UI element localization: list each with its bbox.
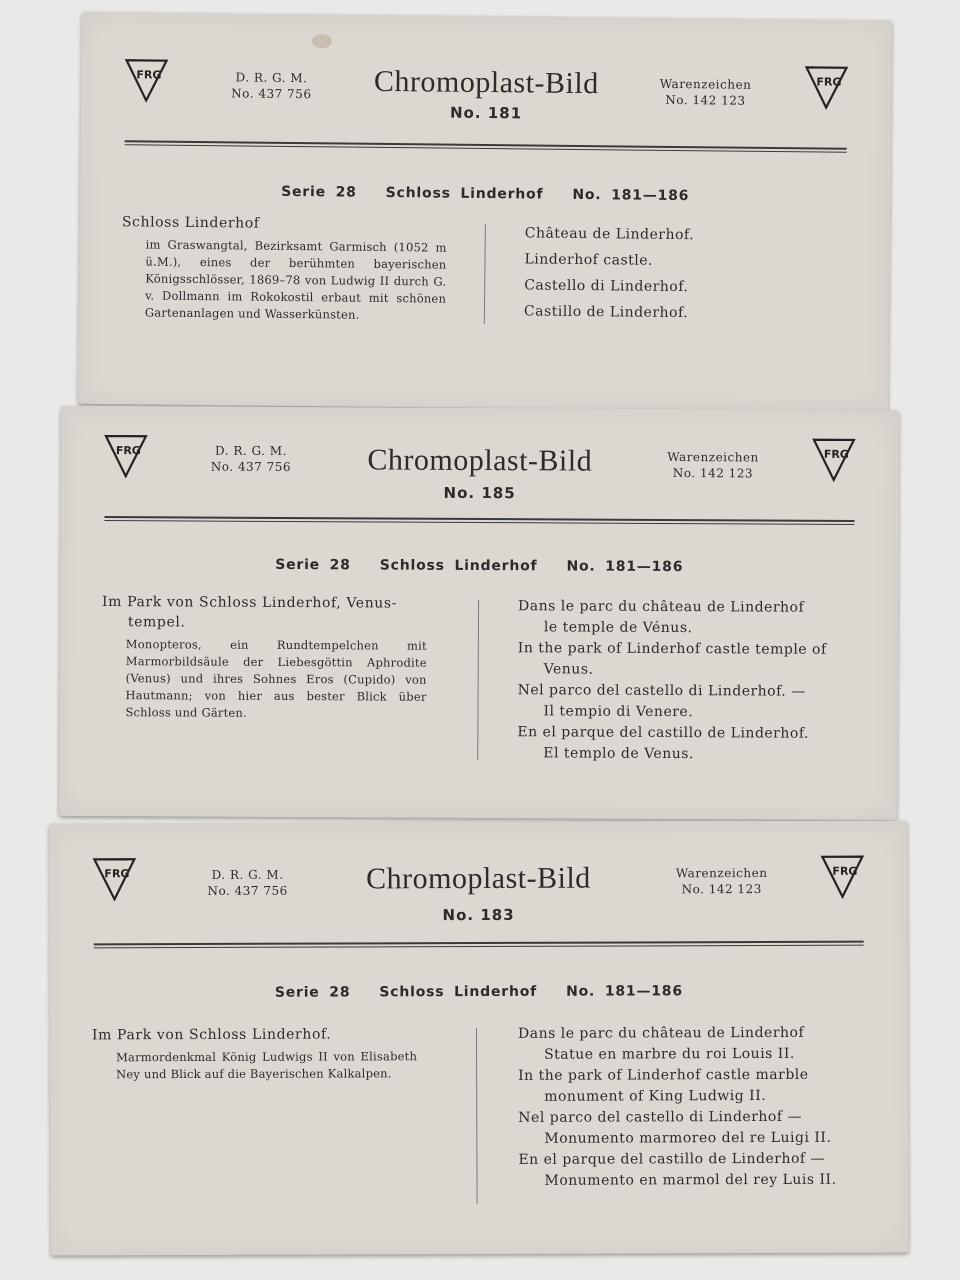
translation-line: Monumento marmoreo del re Luigi II. bbox=[544, 1129, 832, 1147]
column-divider bbox=[477, 600, 479, 760]
translations bbox=[518, 1023, 869, 1192]
card-title: Chromoplast-Bild bbox=[367, 443, 593, 478]
card-number: No. 185 bbox=[443, 483, 516, 503]
translation-line: Nel parco del castello di Linderhof — bbox=[518, 1108, 802, 1126]
translation-line: Dans le parc du château de Linderhof bbox=[517, 1024, 805, 1042]
translation-line: Castello di Linderhof. bbox=[524, 277, 689, 296]
series-line: Serie 28 Schloss Linderhof No. 181—186 bbox=[274, 983, 683, 1001]
german-text bbox=[101, 592, 427, 723]
column-divider bbox=[484, 224, 486, 324]
card-no-183 bbox=[49, 821, 909, 1256]
german-description: im Graswangtal, Bezirksamt Garmisch (1052 m ü.M.), eines der berühmten bayerischen Königsschlösser, 1869–78 von Ludwig II durch G. v. Dollmann im Rokokostil erbaut mit schönen Gartenanlagen und Wasserkünsten. bbox=[144, 237, 447, 322]
translation-line: El templo de Venus. bbox=[543, 745, 694, 763]
translation-line: Dans le parc du château de Linderhof bbox=[517, 598, 805, 616]
translation-line: Venus. bbox=[543, 661, 594, 678]
translations bbox=[524, 220, 850, 327]
svg-text:FRG: FRG bbox=[816, 75, 842, 89]
svg-text:FRG: FRG bbox=[823, 447, 849, 461]
column-divider bbox=[476, 1028, 478, 1204]
card-number: No. 181 bbox=[449, 103, 523, 123]
double-rule bbox=[125, 140, 847, 153]
card-number: No. 183 bbox=[442, 905, 515, 925]
svg-text:FRG: FRG bbox=[115, 444, 141, 458]
patent-number: D. R. G. M. No. 437 756 bbox=[207, 867, 288, 898]
translation-line: En el parque del castillo de Linderhof. bbox=[517, 724, 810, 742]
translation-line: le temple de Vénus. bbox=[543, 619, 693, 637]
translation-line: Nel parco del castello di Linderhof. — bbox=[517, 682, 806, 700]
patent-number: D. R. G. M. No. 437 756 bbox=[210, 443, 292, 475]
german-description: Marmordenkmal König Ludwigs II von Elisabeth Ney und Blick auf die Bayerischen Kalkalpen. bbox=[116, 1049, 418, 1082]
german-text bbox=[121, 212, 447, 324]
translation-line: Château de Linderhof. bbox=[524, 225, 695, 244]
paper-stain bbox=[312, 34, 332, 48]
german-heading: Schloss Linderhof bbox=[121, 214, 260, 232]
translation-line: monument of King Ludwig II. bbox=[544, 1087, 767, 1105]
translation-line: En el parque del castillo de Linderhof — bbox=[518, 1150, 826, 1168]
series-line: Serie 28 Schloss Linderhof No. 181—186 bbox=[281, 183, 690, 205]
translation-line: Il tempio di Venere. bbox=[543, 703, 694, 721]
svg-text:FRG: FRG bbox=[832, 864, 858, 878]
svg-text:FRG: FRG bbox=[136, 68, 162, 82]
double-rule bbox=[104, 516, 854, 525]
translation-line: In the park of Linderhof castle temple of bbox=[517, 640, 827, 658]
translation-line: Linderhof castle. bbox=[524, 251, 654, 269]
trademark-number: Warenzeichen No. 142 123 bbox=[659, 76, 752, 108]
card-no-185 bbox=[59, 406, 899, 820]
translation-line: Statue en marbre du roi Louis II. bbox=[544, 1045, 795, 1063]
translation-line: Monumento en marmol del rey Luis II. bbox=[544, 1171, 837, 1189]
card-title: Chromoplast-Bild bbox=[366, 861, 591, 896]
german-heading: Im Park von Schloss Linderhof, Venus- bbox=[102, 594, 398, 612]
trademark-number: Warenzeichen No. 142 123 bbox=[675, 865, 768, 897]
svg-text:FRG: FRG bbox=[104, 867, 130, 881]
german-text bbox=[92, 1024, 417, 1083]
trademark-number: Warenzeichen No. 142 123 bbox=[667, 449, 759, 481]
card-no-181 bbox=[78, 12, 892, 412]
german-description: Monopteros, ein Rundtempelchen mit Marmorbildsäule der Liebesgöttin Aphrodite (Venus) und ihres Sohnes Eros (Cupido) von Hautmann; von hier aus bester Blick über Schloss und Gärten. bbox=[125, 637, 427, 720]
german-heading: Im Park von Schloss Linderhof. bbox=[91, 1026, 332, 1044]
german-heading: tempel. bbox=[127, 614, 186, 631]
series-line: Serie 28 Schloss Linderhof No. 181—186 bbox=[275, 556, 684, 576]
translation-line: Castillo de Linderhof. bbox=[523, 303, 689, 322]
translations bbox=[517, 596, 858, 766]
translation-line: In the park of Linderhof castle marble bbox=[518, 1066, 809, 1084]
card-title: Chromoplast-Bild bbox=[373, 64, 599, 101]
double-rule bbox=[94, 941, 864, 949]
patent-number: D. R. G. M. No. 437 756 bbox=[231, 70, 312, 102]
